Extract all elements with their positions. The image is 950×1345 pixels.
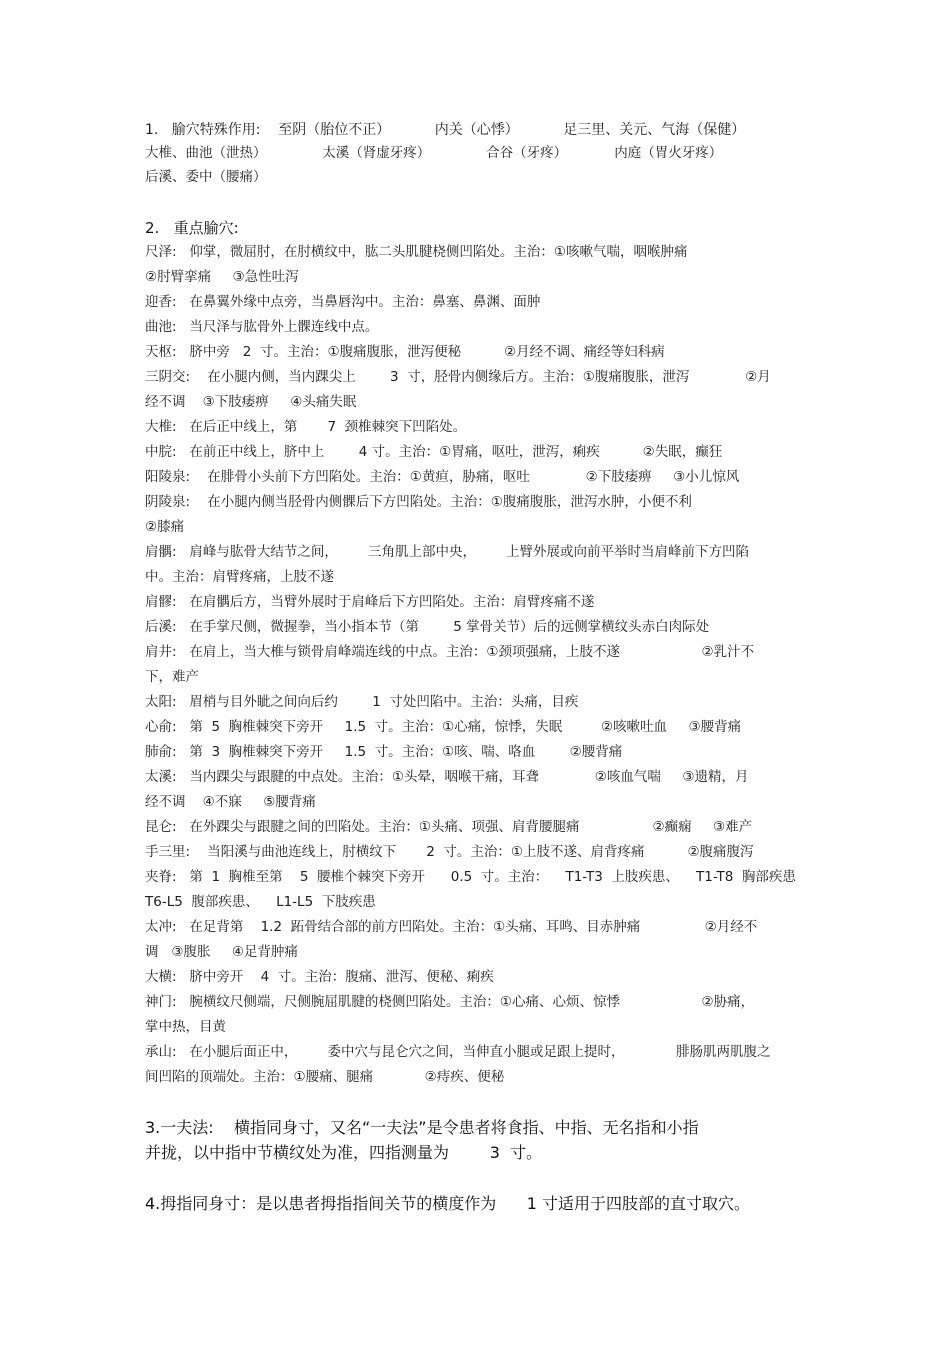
section2-title: 2. 重点腧穴: [145,219,239,237]
acupoint-line: 经不调 ③下肢痿痹 ④头痛失眠 [145,394,357,410]
acupoint-line: 肺俞: 第 3 胸椎棘突下旁开 1.5 寸。主治：①咳、喘、咯血 ②腰背痛 [145,744,623,760]
acupoint-line: 中。主治：肩臂疼痛，上肢不遂 [145,569,334,585]
acupoint-line: 迎香: 在鼻翼外缘中点旁，当鼻唇沟中。主治：鼻塞、鼻渊、面肿 [145,294,541,310]
section1-line3: 后溪、委中（腰痛） [145,169,267,185]
acupoint-line: 肩髃: 肩峰与肱骨大结节之间， 三角肌上部中央， 上臂外展或向前平举时当肩峰前下方凹陷 [145,544,749,560]
acupoint-line: T6-L5 腹部疾患、 L1-L5 下肢疾患 [145,894,376,910]
acupoint-line: 调 ③腹胀 ④足背肿痛 [145,944,299,960]
acupoint-line: ②膝痛 [145,519,185,535]
acupoint-line: 昆仑: 在外踝尖与跟腱之间的凹陷处。主治：①头痛、项强、肩背腰腿痛 ②癫痫 ③难产 [145,819,753,835]
acupoint-line: 承山: 在小腿后面正中， 委中穴与昆仑穴之间，当伸直小腿或足跟上提时， 腓肠肌两肌腹之 [145,1044,771,1060]
acupoint-line: 阳陵泉: 在腓骨小头前下方凹陷处。主治：①黄疸，胁痛，呕吐 ②下肢痿痹 ③小儿惊风 [145,469,740,485]
acupoint-line: 心俞: 第 5 胸椎棘突下旁开 1.5 寸。主治：①心痛，惊悸，失眠 ②咳嗽吐血 ③腰背痛 [145,719,742,735]
acupoint-line: 太冲: 在足背第 1.2 跖骨结合部的前方凹陷处。主治：①头痛、耳鸣、目赤肿痛 ②月经不 [145,919,758,935]
acupoint-line: 掌中热，目黄 [145,1019,226,1035]
acupoint-line: 后溪: 在手掌尺侧，微握拳，当小指本节（第 5 掌骨关节）后的远侧掌横纹头赤白肉际处 [145,619,710,635]
acupoint-line: 肩髎: 在肩髃后方，当臂外展时于肩峰后下方凹陷处。主治：肩臂疼痛不遂 [145,594,595,610]
acupoint-line: 尺泽: 仰掌，微屈肘，在肘横纹中，肱二头肌腱桡侧凹陷处。主治：①咳嗽气喘，咽喉肿痛 [145,244,688,260]
acupoint-line: 阴陵泉: 在小腿内侧当胫骨内侧髁后下方凹陷处。主治：①腹痛腹胀，泄泻水肿，小便不利 [145,494,692,510]
acupoint-line: 中脘: 在前正中线上，脐中上 4 寸。主治：①胃痛，呕吐，泄泻，痢疾 ②失眠，癫狂 [145,444,723,460]
acupoint-line: 下，难产 [145,669,199,685]
acupoint-line: 间凹陷的顶端处。主治：①腰痛、腿痛 ②痔疾、便秘 [145,1069,505,1085]
section3-line2: 并拢，以中指中节横纹处为准，四指测量为 3 寸。 [145,1143,543,1162]
acupoint-line: 太溪: 当内踝尖与跟腱的中点处。主治：①头晕，咽喉干痛，耳聋 ②咳血气喘 ③遗精，月 [145,769,749,785]
acupoint-line: 曲池: 当尺泽与肱骨外上髁连线中点。 [145,319,379,335]
acupoint-line: 大横: 脐中旁开 4 寸。主治：腹痛、泄泻、便秘、痢疾 [145,969,494,985]
acupoint-line: 经不调 ④不寐 ⑤腰背痛 [145,794,316,810]
acupoint-line: 天枢: 脐中旁 2 寸。主治：①腹痛腹胀，泄泻便秘 ②月经不调、痛经等妇科病 [145,344,665,360]
acupoint-line: 大椎: 在后正中线上，第 7 颈椎棘突下凹陷处。 [145,419,467,435]
acupoint-line: 夹脊: 第 1 胸椎至第 5 腰椎个棘突下旁开 0.5 寸。主治： T1-T3 上肢疾患、 T1-T8 胸部疾患 [145,869,796,885]
acupoint-line: 三阴交: 在小腿内侧，当内踝尖上 3 寸，胫骨内侧缘后方。主治：①腹痛腹胀，泄泻 ②月 [145,369,771,385]
section1-line2: 大椎、曲池（泄热） 太溪（肾虚牙疼） 合谷（牙疼） 内庭（胃火牙疼） [145,145,723,161]
acupoint-line: 肩井: 在肩上，当大椎与锁骨肩峰端连线的中点。主治：①颈项强痛，上肢不遂 ②乳汁不 [145,644,755,660]
acupoint-line: 手三里: 当阳溪与曲池连线上，肘横纹下 2 寸。主治：①上肢不遂、肩背疼痛 ②腹痛腹泻 [145,844,754,860]
acupoint-line: 太阳: 眉梢与目外眦之间向后约 1 寸处凹陷中。主治：头痛，目疾 [145,694,579,710]
section3-line1: 3.一夫法: 横指同身寸，又名“一夫法”是令患者将食指、中指、无名指和小指 [145,1118,699,1137]
section1-line1: 1. 腧穴特殊作用: 至阴（胎位不正） 内关（心悸） 足三里、关元、气海（保健） [145,122,746,138]
acupoint-line: 神门: 腕横纹尺侧端，尺侧腕屈肌腱的桡侧凹陷处。主治：①心痛、心烦、惊悸 ②胁痛， [145,994,755,1010]
acupoint-line: ②肘臂挛痛 ③急性吐泻 [145,269,299,285]
section4-line1: 4.拇指同身寸：是以患者拇指指间关节的横度作为 1 寸适用于四肢部的直寸取穴。 [145,1194,751,1213]
